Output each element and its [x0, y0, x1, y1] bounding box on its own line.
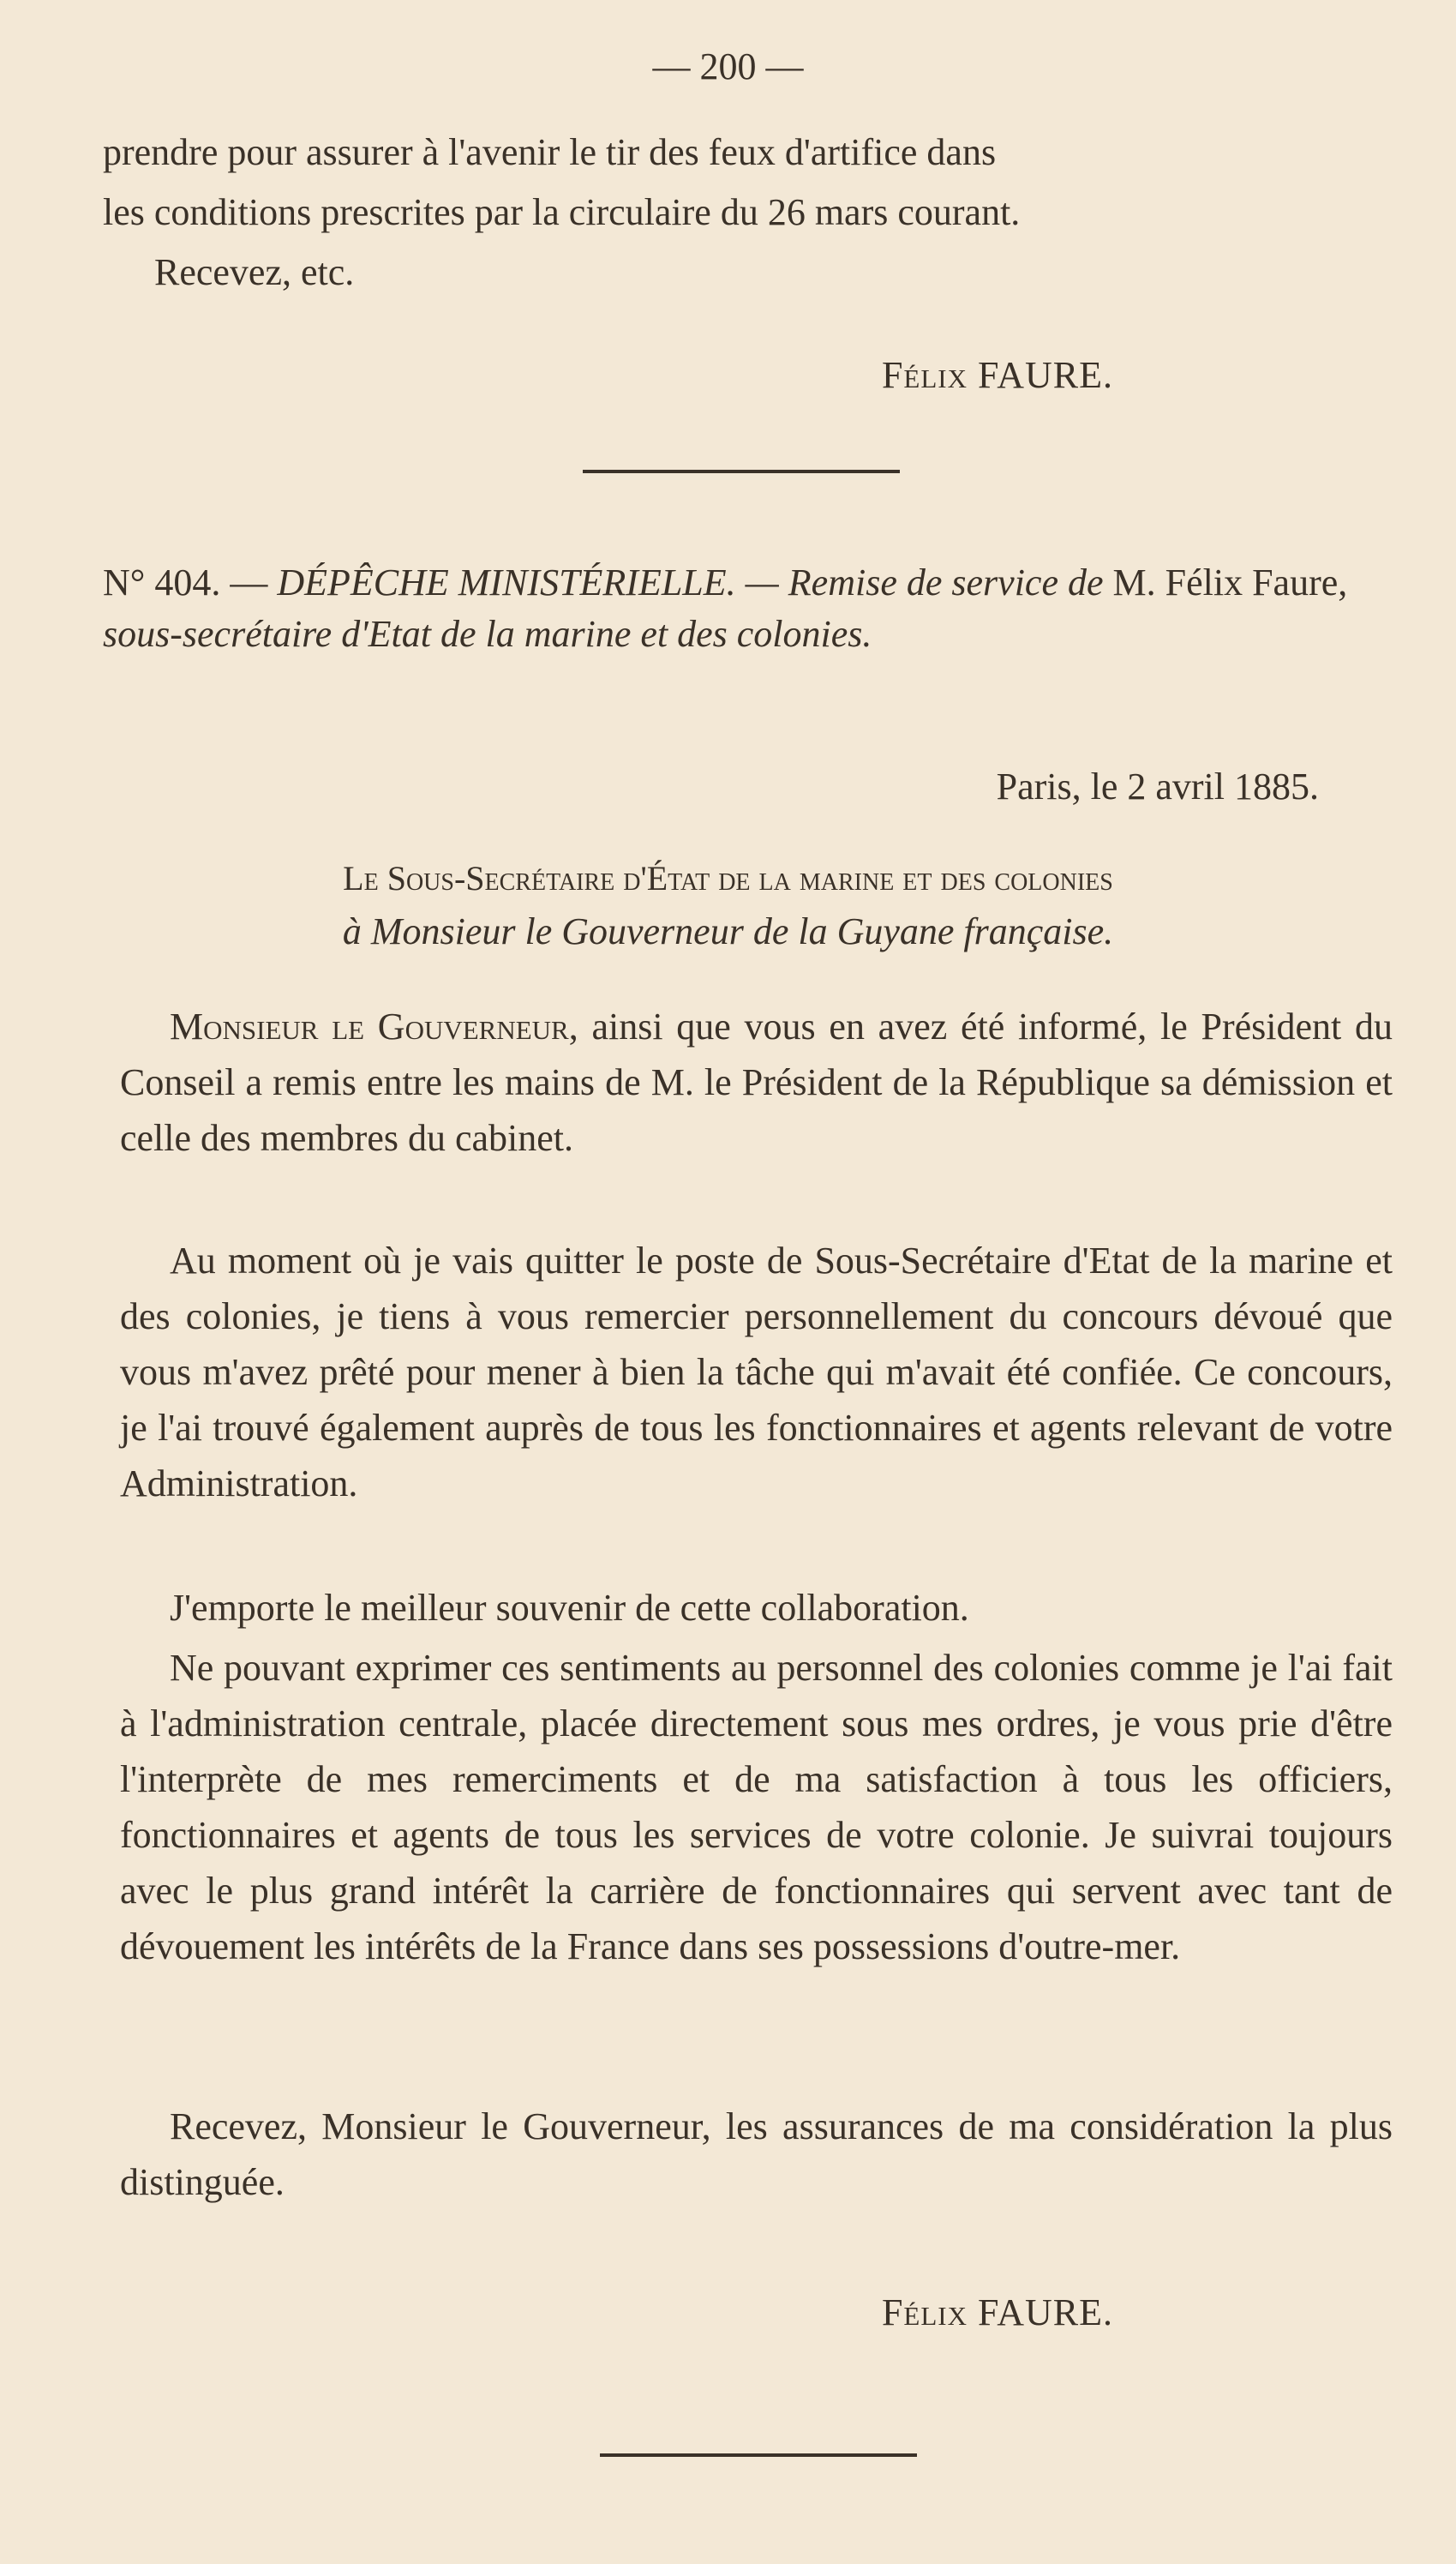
continuation-line-1: prendre pour assurer à l'avenir le tir des feux d'artifice dans [103, 131, 997, 173]
letter-sender: Le Sous-Secrétaire d'État de la marine et des colonies [343, 859, 1113, 898]
paragraph-1-text: ainsi que vous en avez été informé, le Président du Conseil a remis entre les mains de M. le Président de la République sa démission et celle des membres du cabinet. [120, 1006, 1393, 1159]
signature-first-name: Félix [881, 2291, 968, 2333]
dispatch-heading [103, 557, 1393, 660]
signature-bottom [882, 2287, 1113, 2339]
dispatch-name: M. Félix Faure, [1112, 561, 1348, 603]
separator-rule-bottom [600, 2453, 917, 2457]
paragraph-4: Ne pouvant exprimer ces sentiments au personnel des colonies comme je l'ai fait à l'administration centrale, placée directement sous mes ordres, je vous prie d'être l'interprète de mes remerciments et de ma satisfaction à tous les officiers, fonctionnaires et agents de tous les services de votre colonie. Je suivrai toujours avec le plus grand intérêt la carrière de fonctionnaires qui servent avec tant de dévouement les intérêts de la France dans ses possessions d'outre-mer. [120, 1647, 1393, 1967]
continuation-line-2: les conditions prescrites par la circulaire du 26 mars courant. [103, 191, 1021, 233]
paragraph-1 [120, 999, 1393, 1166]
dispatch-subtitle-2: sous-secrétaire d'Etat de la marine et des colonies. [103, 613, 872, 655]
paragraph-5: Recevez, Monsieur le Gouverneur, les assurances de ma considération la plus distinguée. [120, 2105, 1393, 2203]
dispatch-subtitle-1: — Remise de service de [745, 561, 1104, 603]
signature-top [882, 350, 1113, 401]
paragraph-2: Au moment où je vais quitter le poste de Sous-Secrétaire d'Etat de la marine et des colonies, je tiens à vous remercier personnellement du concours dévoué que vous m'avez prêté pour mener à bien la tâche qui m'avait été confiée. Ce concours, je l'ai trouvé également auprès de tous les fonctionnaires et agents relevant de votre Administration. [120, 1240, 1393, 1504]
signature-last-name: FAURE. [978, 354, 1113, 396]
dispatch-title: DÉPÊCHE MINISTÉRIELLE. [277, 561, 736, 603]
salutation: Monsieur le Gouverneur, [170, 1006, 578, 1048]
dispatch-number: N° 404. — [103, 561, 268, 603]
separator-rule-top [583, 470, 900, 473]
signature-first-name: Félix [881, 354, 968, 396]
letter-recipient: à Monsieur le Gouverneur de la Guyane française. [342, 910, 1114, 952]
signature-last-name: FAURE. [978, 2291, 1113, 2333]
letter-date: Paris, le 2 avril 1885. [996, 766, 1319, 808]
closing-formula: Recevez, etc. [154, 251, 355, 293]
page-number: — 200 — [652, 45, 804, 87]
paragraph-3: J'emporte le meilleur souvenir de cette collaboration. [170, 1587, 969, 1629]
